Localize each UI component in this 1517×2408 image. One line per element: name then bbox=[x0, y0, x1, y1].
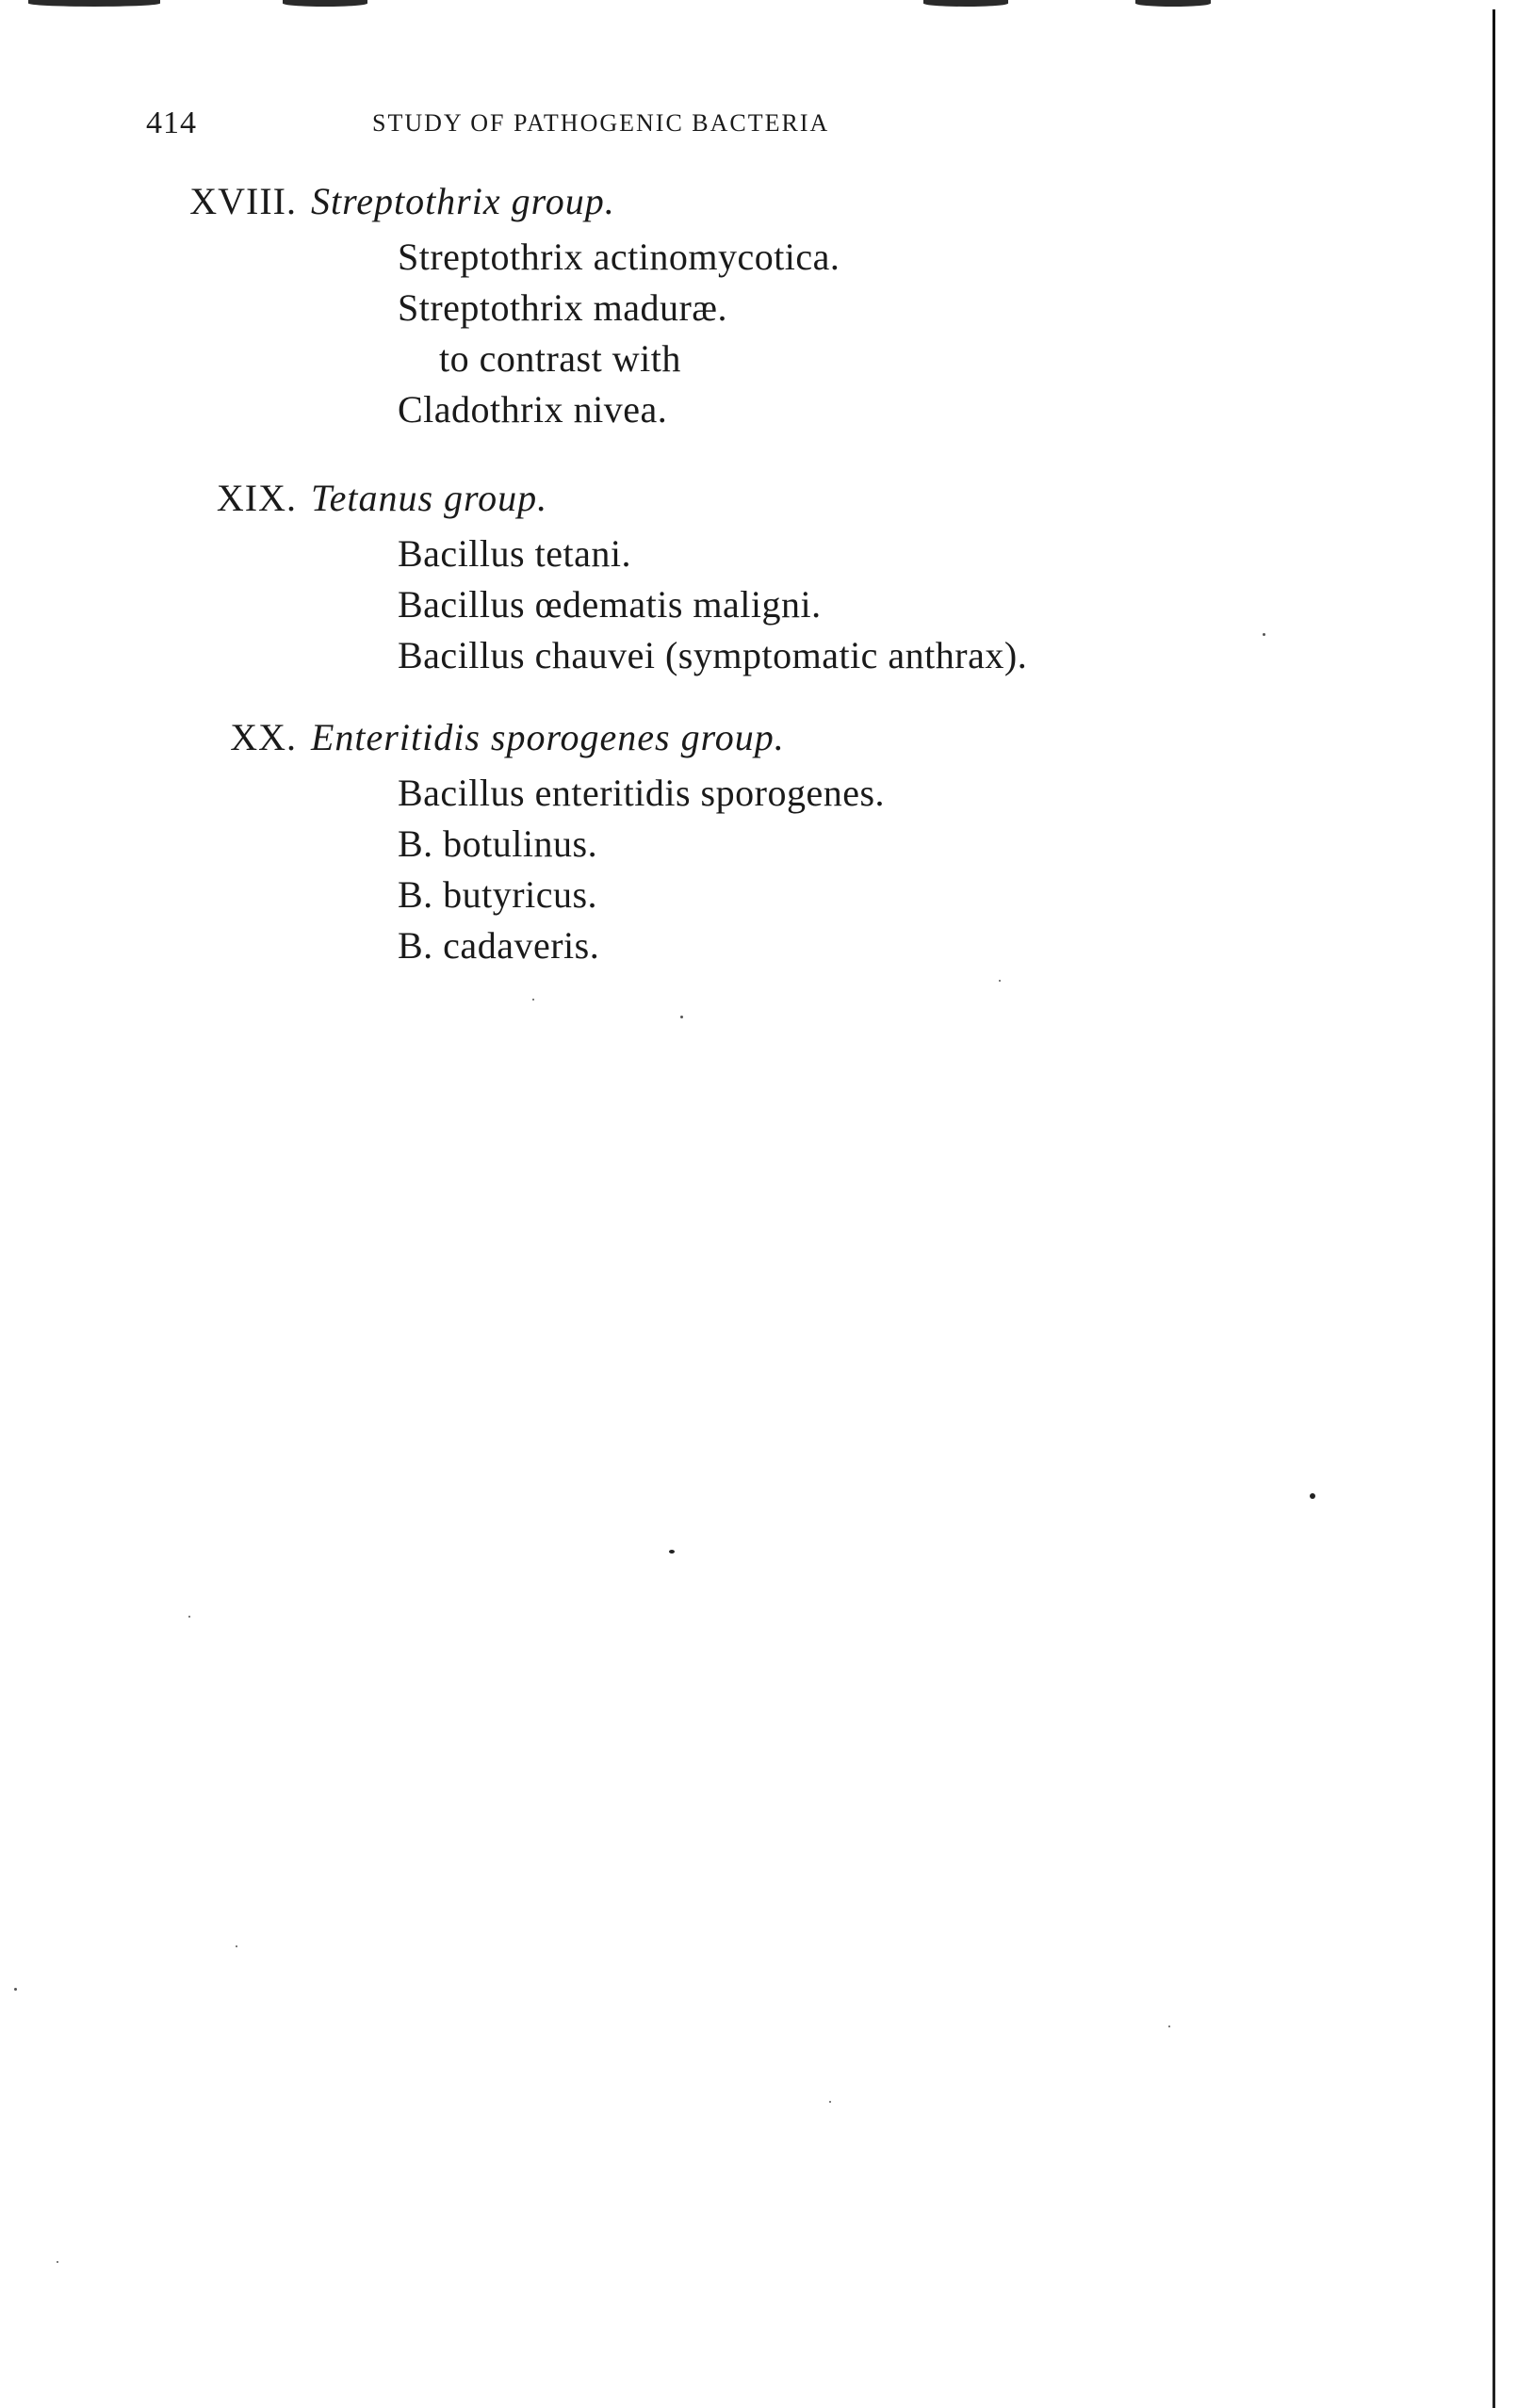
paper-speck bbox=[532, 999, 534, 1001]
paper-speck bbox=[57, 2261, 58, 2263]
group-numeral: XVIII. bbox=[189, 180, 297, 222]
scan-mark bbox=[923, 0, 1008, 7]
binding-edge bbox=[1493, 9, 1495, 2408]
paper-speck bbox=[680, 1016, 683, 1018]
list-item: B. butyricus. bbox=[398, 873, 598, 916]
page-header bbox=[146, 106, 994, 147]
group-item-list bbox=[398, 768, 885, 971]
group-name: Streptothrix group. bbox=[311, 180, 615, 222]
list-item: Bacillus chauvei (symptomatic anthrax). bbox=[398, 634, 1028, 676]
paper-speck bbox=[188, 1616, 190, 1618]
group-item-list bbox=[398, 529, 1027, 681]
scan-mark bbox=[283, 0, 367, 7]
list-item: Streptothrix maduræ. bbox=[398, 286, 727, 329]
list-item: Streptothrix actinomycotica. bbox=[398, 236, 840, 278]
paper-speck bbox=[14, 1988, 17, 1991]
list-item: Bacillus œdematis maligni. bbox=[398, 583, 822, 626]
scan-mark bbox=[1135, 0, 1211, 7]
group-name: Enteritidis sporogenes group. bbox=[311, 716, 785, 758]
scan-mark bbox=[28, 0, 160, 7]
paper-speck bbox=[1168, 2026, 1170, 2027]
list-item: Bacillus enteritidis sporogenes. bbox=[398, 772, 886, 814]
page-number: 414 bbox=[146, 106, 197, 140]
list-item: to contrast with bbox=[439, 337, 681, 380]
list-item: Cladothrix nivea. bbox=[398, 388, 668, 431]
group-numeral: XIX. bbox=[216, 477, 297, 519]
running-title: STUDY OF PATHOGENIC BACTERIA bbox=[372, 109, 830, 137]
paper-speck bbox=[999, 980, 1001, 982]
paper-speck bbox=[669, 1550, 675, 1554]
list-item: Bacillus tetani. bbox=[398, 532, 631, 575]
paper-speck bbox=[829, 2101, 831, 2103]
list-item: B. cadaveris. bbox=[398, 924, 600, 967]
group-name: Tetanus group. bbox=[311, 477, 548, 519]
paper-speck bbox=[1310, 1493, 1315, 1499]
list-item: B. botulinus. bbox=[398, 822, 598, 865]
paper-speck bbox=[1263, 633, 1265, 636]
group-numeral: XX. bbox=[230, 716, 297, 758]
group-item-list bbox=[398, 232, 840, 435]
paper-speck bbox=[236, 1945, 237, 1947]
